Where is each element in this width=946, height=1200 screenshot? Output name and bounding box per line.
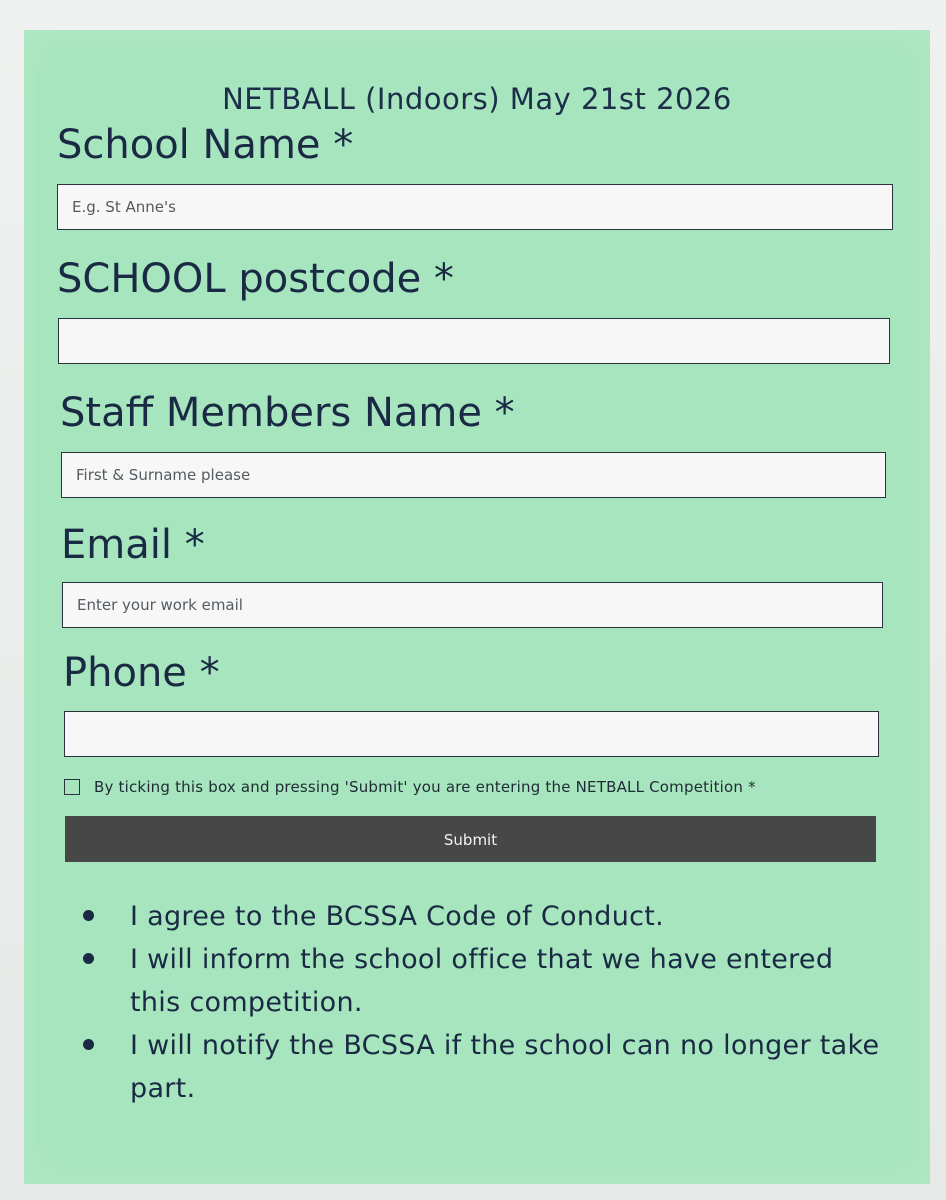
agreement-text: I will inform the school office that we have entered this competition. [130,944,834,1018]
consent-text: By ticking this box and pressing 'Submit' you are entering the NETBALL Competition * [94,778,756,796]
school-postcode-input[interactable] [58,318,890,364]
agreement-item [80,895,880,938]
bullet-icon [83,1039,94,1050]
phone-input[interactable] [64,711,879,757]
agreement-text: I agree to the BCSSA Code of Conduct. [130,901,665,932]
bullet-icon [83,910,94,921]
phone-label: Phone * [63,650,220,696]
school-postcode-label: SCHOOL postcode * [57,256,454,302]
email-input[interactable] [62,582,883,628]
school-name-input[interactable] [57,184,893,230]
agreements-list [80,895,880,1110]
form-title: NETBALL (Indoors) May 21st 2026 [222,82,732,116]
consent-checkbox[interactable] [64,779,80,795]
agreement-item [80,1024,880,1110]
staff-name-input[interactable] [61,452,886,498]
bullet-icon [83,953,94,964]
consent-row[interactable] [64,774,756,800]
submit-button[interactable]: Submit [65,816,876,862]
school-name-label: School Name * [57,122,354,168]
email-label: Email * [61,522,205,568]
staff-name-label: Staff Members Name * [60,390,515,436]
agreement-item [80,938,880,1024]
agreement-text: I will notify the BCSSA if the school can no longer take part. [130,1030,880,1104]
